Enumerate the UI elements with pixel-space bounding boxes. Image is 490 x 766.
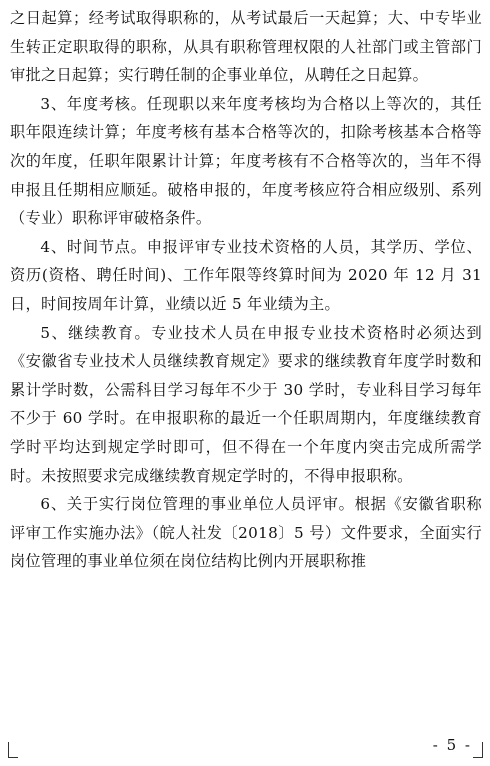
crop-mark-left: [8, 742, 18, 758]
paragraph-1: 之日起算；经考试取得职称的，从考试最后一天起算；大、中专毕业生转正定职取得的职称，从具有职称管理权限的人社部门或主管部门审批之日起算；实行聘任制的企事业单位，从聘任之日起算。: [10, 9, 482, 85]
paragraph-2: 3、年度考核。任现职以来年度考核均为合格以上等次的，其任职年限连续计算；年度考核有基本合格等次的，扣除考核基本合格等次的年度，任职年限累计计算；年度考核有不合格等次的，当年不得申报且任期相应顺延。破格申报的，年度考核应符合相应级别、系列（专业）职称评审破格条件。: [10, 94, 482, 228]
paragraph-4: 5、继续教育。专业技术人员在申报专业技术资格时必须达到《安徽省专业技术人员继续教育规定》要求的继续教育年度学时数和累计学时数，公需科目学习每年不少于 30 学时，专业科目学习每年不少于 60 学时。在申报职称的最近一个任职周期内，年度继续教育学时平均达到规定学时即可，但不得在一个年度内突击完成所需学时。未按照要求完成继续教育规定学时的，不得申报职称。: [10, 323, 482, 485]
document-body: [10, 4, 482, 576]
paragraph-5: 6、关于实行岗位管理的事业单位人员评审。根据《安徽省职称评审工作实施办法》（皖人社发〔2018〕5 号）文件要求，全面实行岗位管理的事业单位须在岗位结构比例内开展职称推: [10, 495, 482, 571]
paragraph-3: 4、时间节点。申报评审专业技术资格的人员，其学历、学位、资历(资格、聘任时间)、工作年限等终算时间为 2020 年 12 月 31 日，时间按周年计算，业绩以近 5 年业绩为主。: [10, 237, 482, 313]
crop-mark-right: [473, 742, 483, 758]
page-number: - 5 -: [432, 736, 472, 754]
